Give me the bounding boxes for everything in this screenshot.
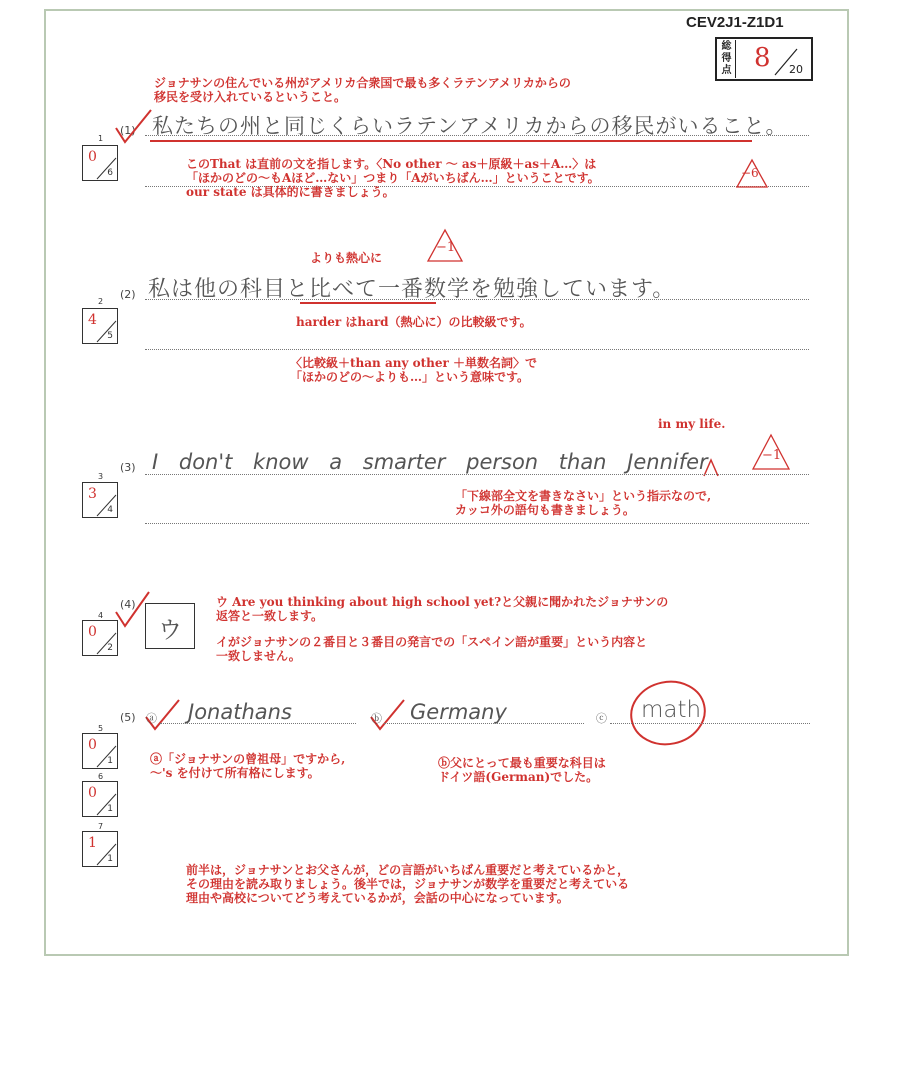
q4-label: (4) xyxy=(120,598,136,611)
q1-number: 1 xyxy=(98,134,104,143)
sheet-code: CEV2J1-Z1D1 xyxy=(686,14,784,31)
q3-comment: 「下線部全文を書きなさい」という指示なので, カッコ外の語句も書きましょう。 xyxy=(455,489,712,517)
q2-comment-2: 〈比較級＋than any other ＋単数名詞〉で 「ほかのどの〜よりも…」という意味です。 xyxy=(290,356,538,384)
q5-box-2-score: 0 xyxy=(88,785,97,801)
underline xyxy=(300,302,436,304)
q4-max: 2 xyxy=(107,643,113,653)
q1-score-box xyxy=(82,145,118,181)
q1-comment: このThat は直前の文を指します。〈No other 〜 as＋原級＋as＋A…〉は 「ほかのどの〜もAほど…ない」つまり「Aがいちばん…」ということです。 our state は具体的に書きましょう。 xyxy=(186,157,600,199)
q5-label: (5) xyxy=(120,711,136,724)
q3-deduction: −1 xyxy=(762,448,782,463)
answer-line xyxy=(160,723,356,724)
q5-box-3-max: 1 xyxy=(107,854,113,864)
q2-score: 4 xyxy=(88,312,97,328)
q5-box-1-number: 5 xyxy=(98,724,104,733)
q2-number: 2 xyxy=(98,297,104,306)
q5-answer-b: Germany xyxy=(410,700,507,724)
q1-max: 6 xyxy=(107,168,113,178)
divider xyxy=(735,40,736,78)
q4-comment-2: イがジョナサンの２番目と３番目の発言での「スペイン語が重要」という内容と 一致しません。 xyxy=(216,635,648,663)
q3-correction: in my life. xyxy=(658,417,726,431)
answer-line xyxy=(610,723,810,724)
underline xyxy=(150,140,752,142)
q3-score: 3 xyxy=(88,486,97,502)
answer-line xyxy=(384,723,584,724)
q3-number: 3 xyxy=(98,472,104,481)
answer-sheet xyxy=(44,9,849,956)
total-score: 8 xyxy=(754,43,771,73)
q3-score-box xyxy=(82,482,118,518)
total-max: 20 xyxy=(789,63,803,76)
q3-label: (3) xyxy=(120,461,136,474)
q2-correction: よりも熱心に xyxy=(310,251,383,265)
q5-box-1-score: 0 xyxy=(88,737,97,753)
q1-score: 0 xyxy=(88,149,97,165)
q5-mark-a: ⓐ xyxy=(146,712,157,725)
q5-answer-a: Jonathans xyxy=(188,700,292,724)
q4-number: 4 xyxy=(98,611,104,620)
summary-comment: 前半は，ジョナサンとお父さんが，どの言語がいちばん重要だと考えているかと， その理由を読み取りましょう。後半では，ジョナサンが数学を重要だと考えている 理由や高校についてどう考えているかが，会話の中心になっています。 xyxy=(186,863,630,905)
q1-deduction: −6 xyxy=(741,166,759,180)
q5-box-1-max: 1 xyxy=(107,756,113,766)
q5-box-3-number: 7 xyxy=(98,822,104,831)
q1-label: (1) xyxy=(120,124,136,137)
q5-box-3-score: 1 xyxy=(88,835,97,851)
answer-line xyxy=(145,523,809,524)
q5-answer-c: math xyxy=(641,697,702,723)
q3-answer: I don't know a smarter person than Jennifer xyxy=(152,450,708,474)
q2-label: (2) xyxy=(120,288,136,301)
q2-score-box xyxy=(82,308,118,344)
q4-score: 0 xyxy=(88,624,97,640)
q5-box-1 xyxy=(82,733,118,769)
q5-box-3 xyxy=(82,831,118,867)
q1-instruction: ジョナサンの住んでいる州がアメリカ合衆国で最も多くラテンアメリカからの 移民を受け入れているということ。 xyxy=(154,76,571,104)
total-score-box xyxy=(715,37,813,81)
answer-line xyxy=(145,474,809,475)
q2-comment-1: harder はhard（熱心に）の比較級です。 xyxy=(296,315,532,329)
q5-note-b: ⓑ父にとって最も重要な科目は ドイツ語(German)でした。 xyxy=(438,756,606,784)
q2-deduction: −1 xyxy=(436,240,456,255)
q5-box-2 xyxy=(82,781,118,817)
q4-answer: ウ xyxy=(158,616,182,644)
q4-answer-box xyxy=(145,603,195,649)
answer-line xyxy=(145,135,809,136)
q2-answer: 私は他の科目と比べて一番数学を勉強しています。 xyxy=(148,277,676,302)
answer-line xyxy=(145,299,809,300)
q5-box-2-max: 1 xyxy=(107,804,113,814)
q5-mark-b: ⓑ xyxy=(371,712,382,725)
q5-box-2-number: 6 xyxy=(98,772,104,781)
q2-max: 5 xyxy=(107,331,113,341)
check-mark-icon xyxy=(113,106,155,148)
q4-score-box xyxy=(82,620,118,656)
q4-comment-1: ウ Are you thinking about high school yet?と父親に聞かれたジョナサンの 返答と一致します。 xyxy=(216,595,669,623)
q5-mark-c: ⓒ xyxy=(596,712,607,725)
q1-answer: 私たちの州と同じくらいラテンアメリカからの移民がいること。 xyxy=(152,114,788,138)
q3-max: 4 xyxy=(107,505,113,515)
q5-note-a: ⓐ「ジョナサンの曾祖母」ですから, 〜's を付けて所有格にします。 xyxy=(150,752,346,780)
total-score-label: 総 得 点 xyxy=(721,41,732,76)
answer-line xyxy=(145,349,809,350)
